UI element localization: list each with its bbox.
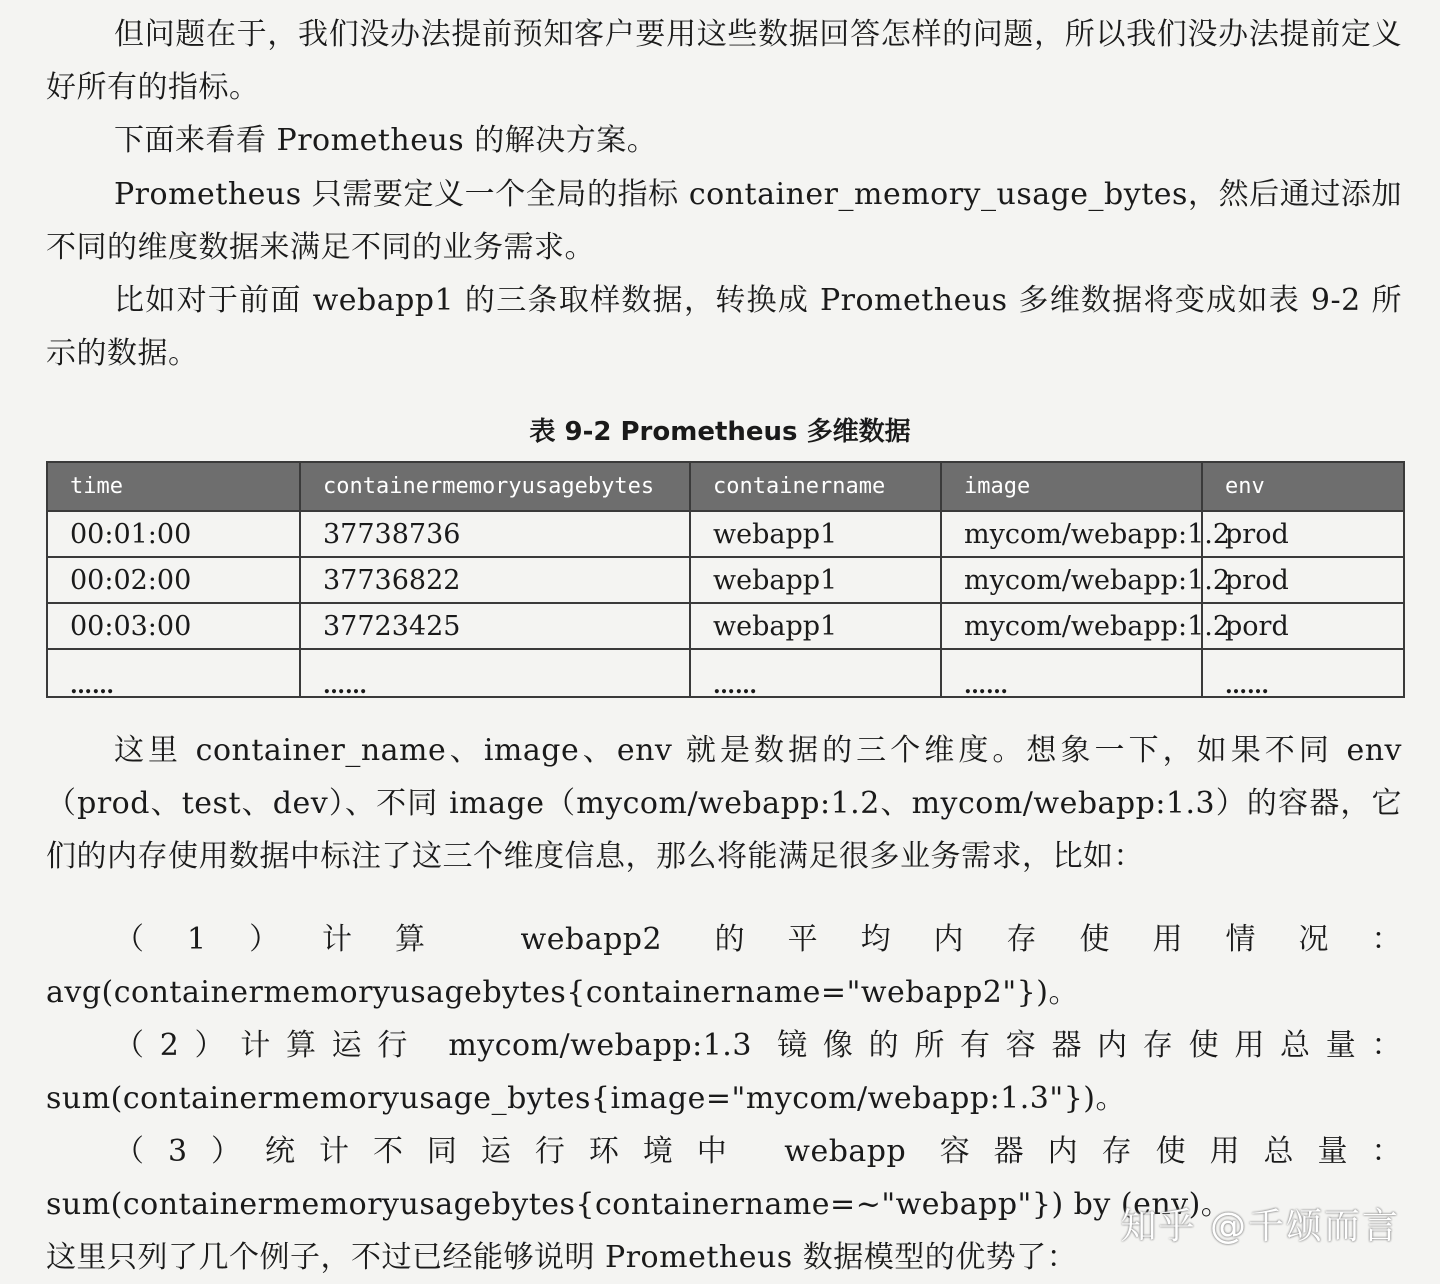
table-header-row xyxy=(47,462,1404,511)
cell-ellipsis: …… xyxy=(941,649,1202,697)
multidim-data-table xyxy=(46,461,1405,698)
cell-env: prod xyxy=(1202,557,1404,603)
paragraph-global-metric: Prometheus 只需要定义一个全局的指标 container_memory_usage_bytes，然后通过添加不同的维度数据来满足不同的业务需求。 xyxy=(46,177,1402,265)
paragraph-advantages: 这里只列了几个例子，不过已经能够说明 Prometheus 数据模型的优势了： xyxy=(46,1240,1078,1275)
zhihu-watermark: 知乎 @千颂而言 xyxy=(1120,1206,1400,1247)
paragraph-problem: 但问题在于，我们没办法提前预知客户要用这些数据回答怎样的问题，所以我们没办法提前定义好所有的指标。 xyxy=(46,17,1402,105)
table-row xyxy=(47,511,1404,557)
cell-time: 00:01:00 xyxy=(47,511,300,557)
cell-ellipsis: …… xyxy=(300,649,690,697)
table-row xyxy=(47,603,1404,649)
cell-memory: 37723425 xyxy=(300,603,690,649)
cell-image: mycom/webapp:1.2 xyxy=(941,603,1202,649)
col-header-env: env xyxy=(1202,462,1404,511)
cell-env: pord xyxy=(1202,603,1404,649)
cell-ellipsis: …… xyxy=(690,649,941,697)
paragraph-dimensions: 这里 container_name、image、env 就是数据的三个维度。想象一下，如果不同 env（prod、test、dev）、不同 image（mycom/webapp:1.2、mycom/webapp:1.3）的容器，它们的内存使用数据中标注了这三个维度信息，那么将能满足很多业务需求，比如： xyxy=(46,733,1402,874)
cell-image: mycom/webapp:1.2 xyxy=(941,557,1202,603)
paragraph-solution-intro: 下面来看看 Prometheus 的解决方案。 xyxy=(114,123,658,158)
table-caption: 表 9-2 Prometheus 多维数据 xyxy=(529,417,911,447)
cell-time: 00:02:00 xyxy=(47,557,300,603)
table-row-ellipsis xyxy=(47,649,1404,697)
col-header-memory: containermemoryusagebytes xyxy=(300,462,690,511)
cell-ellipsis: …… xyxy=(1202,649,1404,697)
example-1: （1）计算 webapp2 的平均内存使用情况：avg(containermemoryusagebytes{containername="webapp2"})。 xyxy=(46,922,1402,1010)
example-3: （3）统计不同运行环境中 webapp 容器内存使用总量：sum(containermemoryusagebytes{containername=~"webapp"}) by (env)。 xyxy=(46,1134,1402,1222)
cell-memory: 37736822 xyxy=(300,557,690,603)
cell-time: 00:03:00 xyxy=(47,603,300,649)
table-row xyxy=(47,557,1404,603)
col-header-time: time xyxy=(47,462,300,511)
cell-containername: webapp1 xyxy=(690,511,941,557)
cell-image: mycom/webapp:1.2 xyxy=(941,511,1202,557)
cell-env: prod xyxy=(1202,511,1404,557)
cell-containername: webapp1 xyxy=(690,557,941,603)
col-header-containername: containername xyxy=(690,462,941,511)
cell-containername: webapp1 xyxy=(690,603,941,649)
paragraph-table-intro: 比如对于前面 webapp1 的三条取样数据，转换成 Prometheus 多维数据将变成如表 9-2 所示的数据。 xyxy=(46,283,1402,371)
example-2: （2）计算运行 mycom/webapp:1.3 镜像的所有容器内存使用总量：sum(containermemoryusage_bytes{image="mycom/webapp:1.3"})。 xyxy=(46,1028,1402,1116)
cell-memory: 37738736 xyxy=(300,511,690,557)
cell-ellipsis: …… xyxy=(47,649,300,697)
col-header-image: image xyxy=(941,462,1202,511)
